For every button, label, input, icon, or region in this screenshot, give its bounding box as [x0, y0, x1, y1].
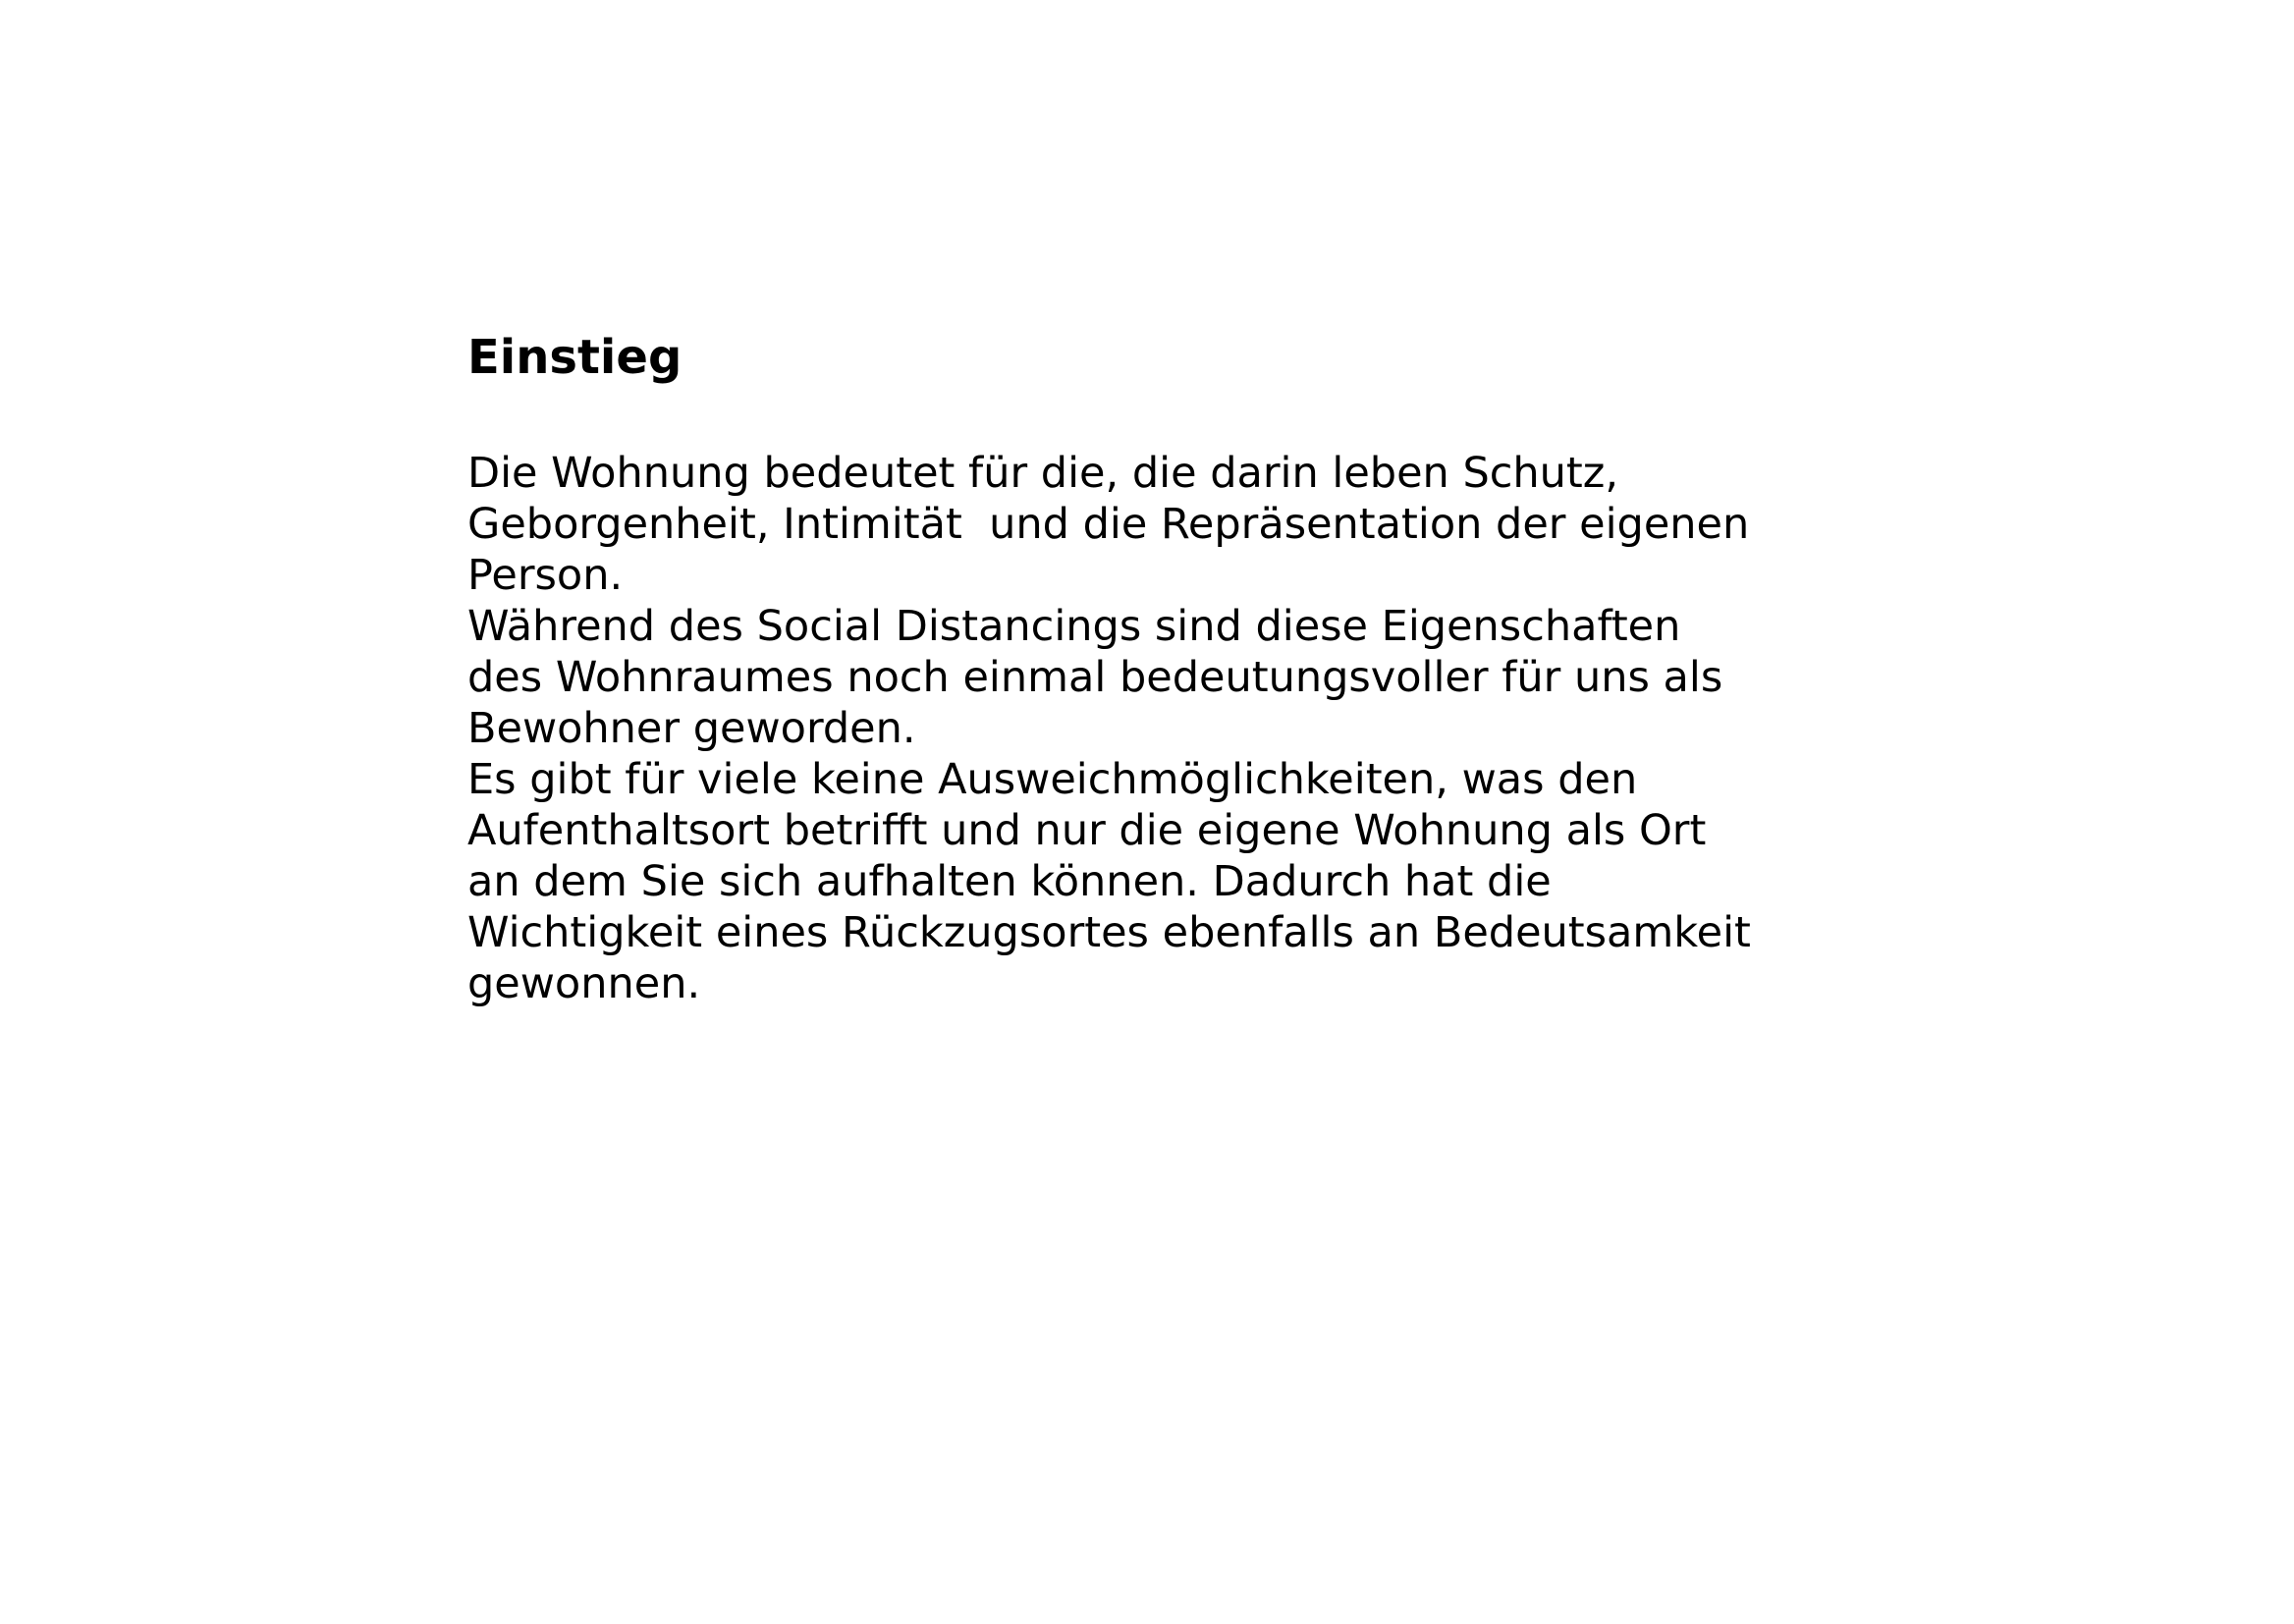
- text-line: an dem Sie sich aufhalten können. Dadurch hat die: [467, 857, 1552, 906]
- text-line: Bewohner geworden.: [467, 704, 916, 753]
- text-line: des Wohnraumes noch einmal bedeutungsvoller für uns als: [467, 653, 1723, 702]
- text-line: gewonnen.: [467, 959, 701, 1008]
- text-line: Wichtigkeit eines Rückzugsortes ebenfalls an Bedeutsamkeit: [467, 908, 1751, 957]
- text-line: Die Wohnung bedeutet für die, die darin leben Schutz,: [467, 449, 1619, 498]
- text-line: Aufenthaltsort betrifft und nur die eigene Wohnung als Ort: [467, 806, 1707, 855]
- text-line: Geborgenheit, Intimität und die Repräsentation der eigenen: [467, 500, 1750, 549]
- text-line: Es gibt für viele keine Ausweichmöglichkeiten, was den: [467, 755, 1638, 804]
- page-heading: Einstieg: [467, 330, 683, 385]
- body-paragraph: [467, 448, 1862, 1009]
- text-line: Person.: [467, 551, 624, 600]
- text-line: Während des Social Distancings sind diese Eigenschaften: [467, 602, 1681, 651]
- text-block: [467, 328, 1862, 1009]
